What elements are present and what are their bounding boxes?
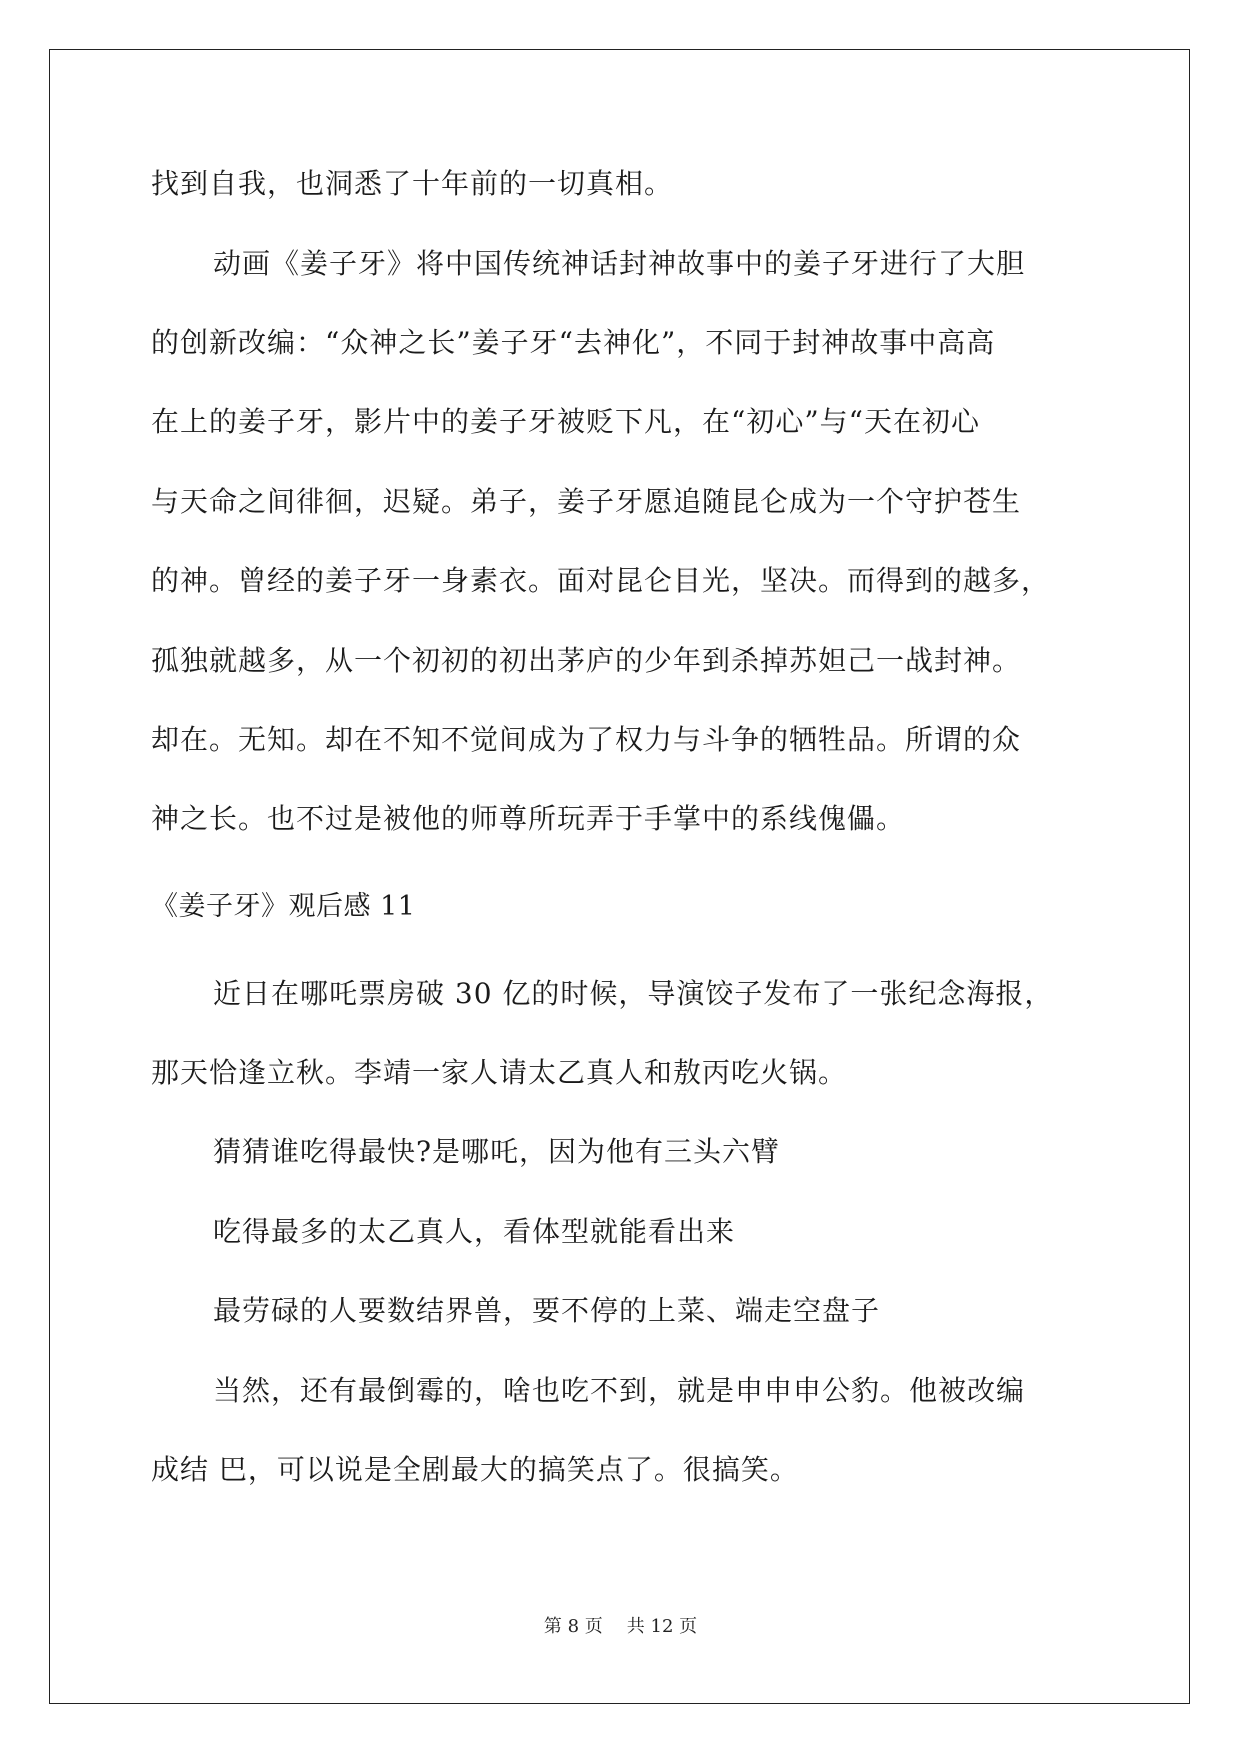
page-footer	[0, 1615, 1241, 1639]
paragraph-line: 那天恰逢立秋。李靖一家人请太乙真人和敖丙吃火锅。	[151, 1056, 848, 1089]
paragraph-line: 成结 巴，可以说是全剧最大的搞笑点了。很搞笑。	[151, 1453, 799, 1486]
paragraph-line: 在上的姜子牙，影片中的姜子牙被贬下凡，在“初心”与“天在初心	[151, 405, 980, 438]
paragraph-line: 与天命之间徘徊，迟疑。弟子，姜子牙愿追随昆仑成为一个守护苍生	[151, 485, 1022, 518]
paragraph-line: 动画《姜子牙》将中国传统神话封神故事中的姜子牙进行了大胆	[213, 247, 1026, 280]
page-number: 第 8 页	[543, 1616, 603, 1637]
paragraph-line: 找到自我，也洞悉了十年前的一切真相。	[151, 167, 674, 200]
paragraph-line: 的创新改编：“众神之长”姜子牙“去神化”，不同于封神故事中高高	[151, 326, 996, 359]
paragraph-line: 最劳碌的人要数结界兽，要不停的上菜、端走空盘子	[213, 1294, 881, 1327]
paragraph-line: 近日在哪吒票房破 30 亿的时候，导演饺子发布了一张纪念海报，	[213, 977, 1054, 1010]
paragraph-line: 当然，还有最倒霉的，啥也吃不到，就是申申申公豹。他被改编	[213, 1374, 1026, 1407]
paragraph-line: 孤独就越多，从一个初初的初出茅庐的少年到杀掉苏妲己一战封神。	[151, 644, 1022, 677]
section-heading: 《姜子牙》观后感 11	[151, 891, 416, 922]
page-total: 共 12 页	[626, 1616, 698, 1637]
paragraph-line: 却在。无知。却在不知不觉间成为了权力与斗争的牺牲品。所谓的众	[151, 723, 1022, 756]
paragraph-line: 的神。曾经的姜子牙一身素衣。面对昆仑目光，坚决。而得到的越多，	[151, 564, 1051, 597]
paragraph-line: 吃得最多的太乙真人，看体型就能看出来	[213, 1215, 736, 1248]
paragraph-line: 神之长。也不过是被他的师尊所玩弄于手掌中的系线傀儡。	[151, 802, 906, 835]
paragraph-line: 猜猜谁吃得最快?是哪吒，因为他有三头六臂	[213, 1135, 781, 1168]
